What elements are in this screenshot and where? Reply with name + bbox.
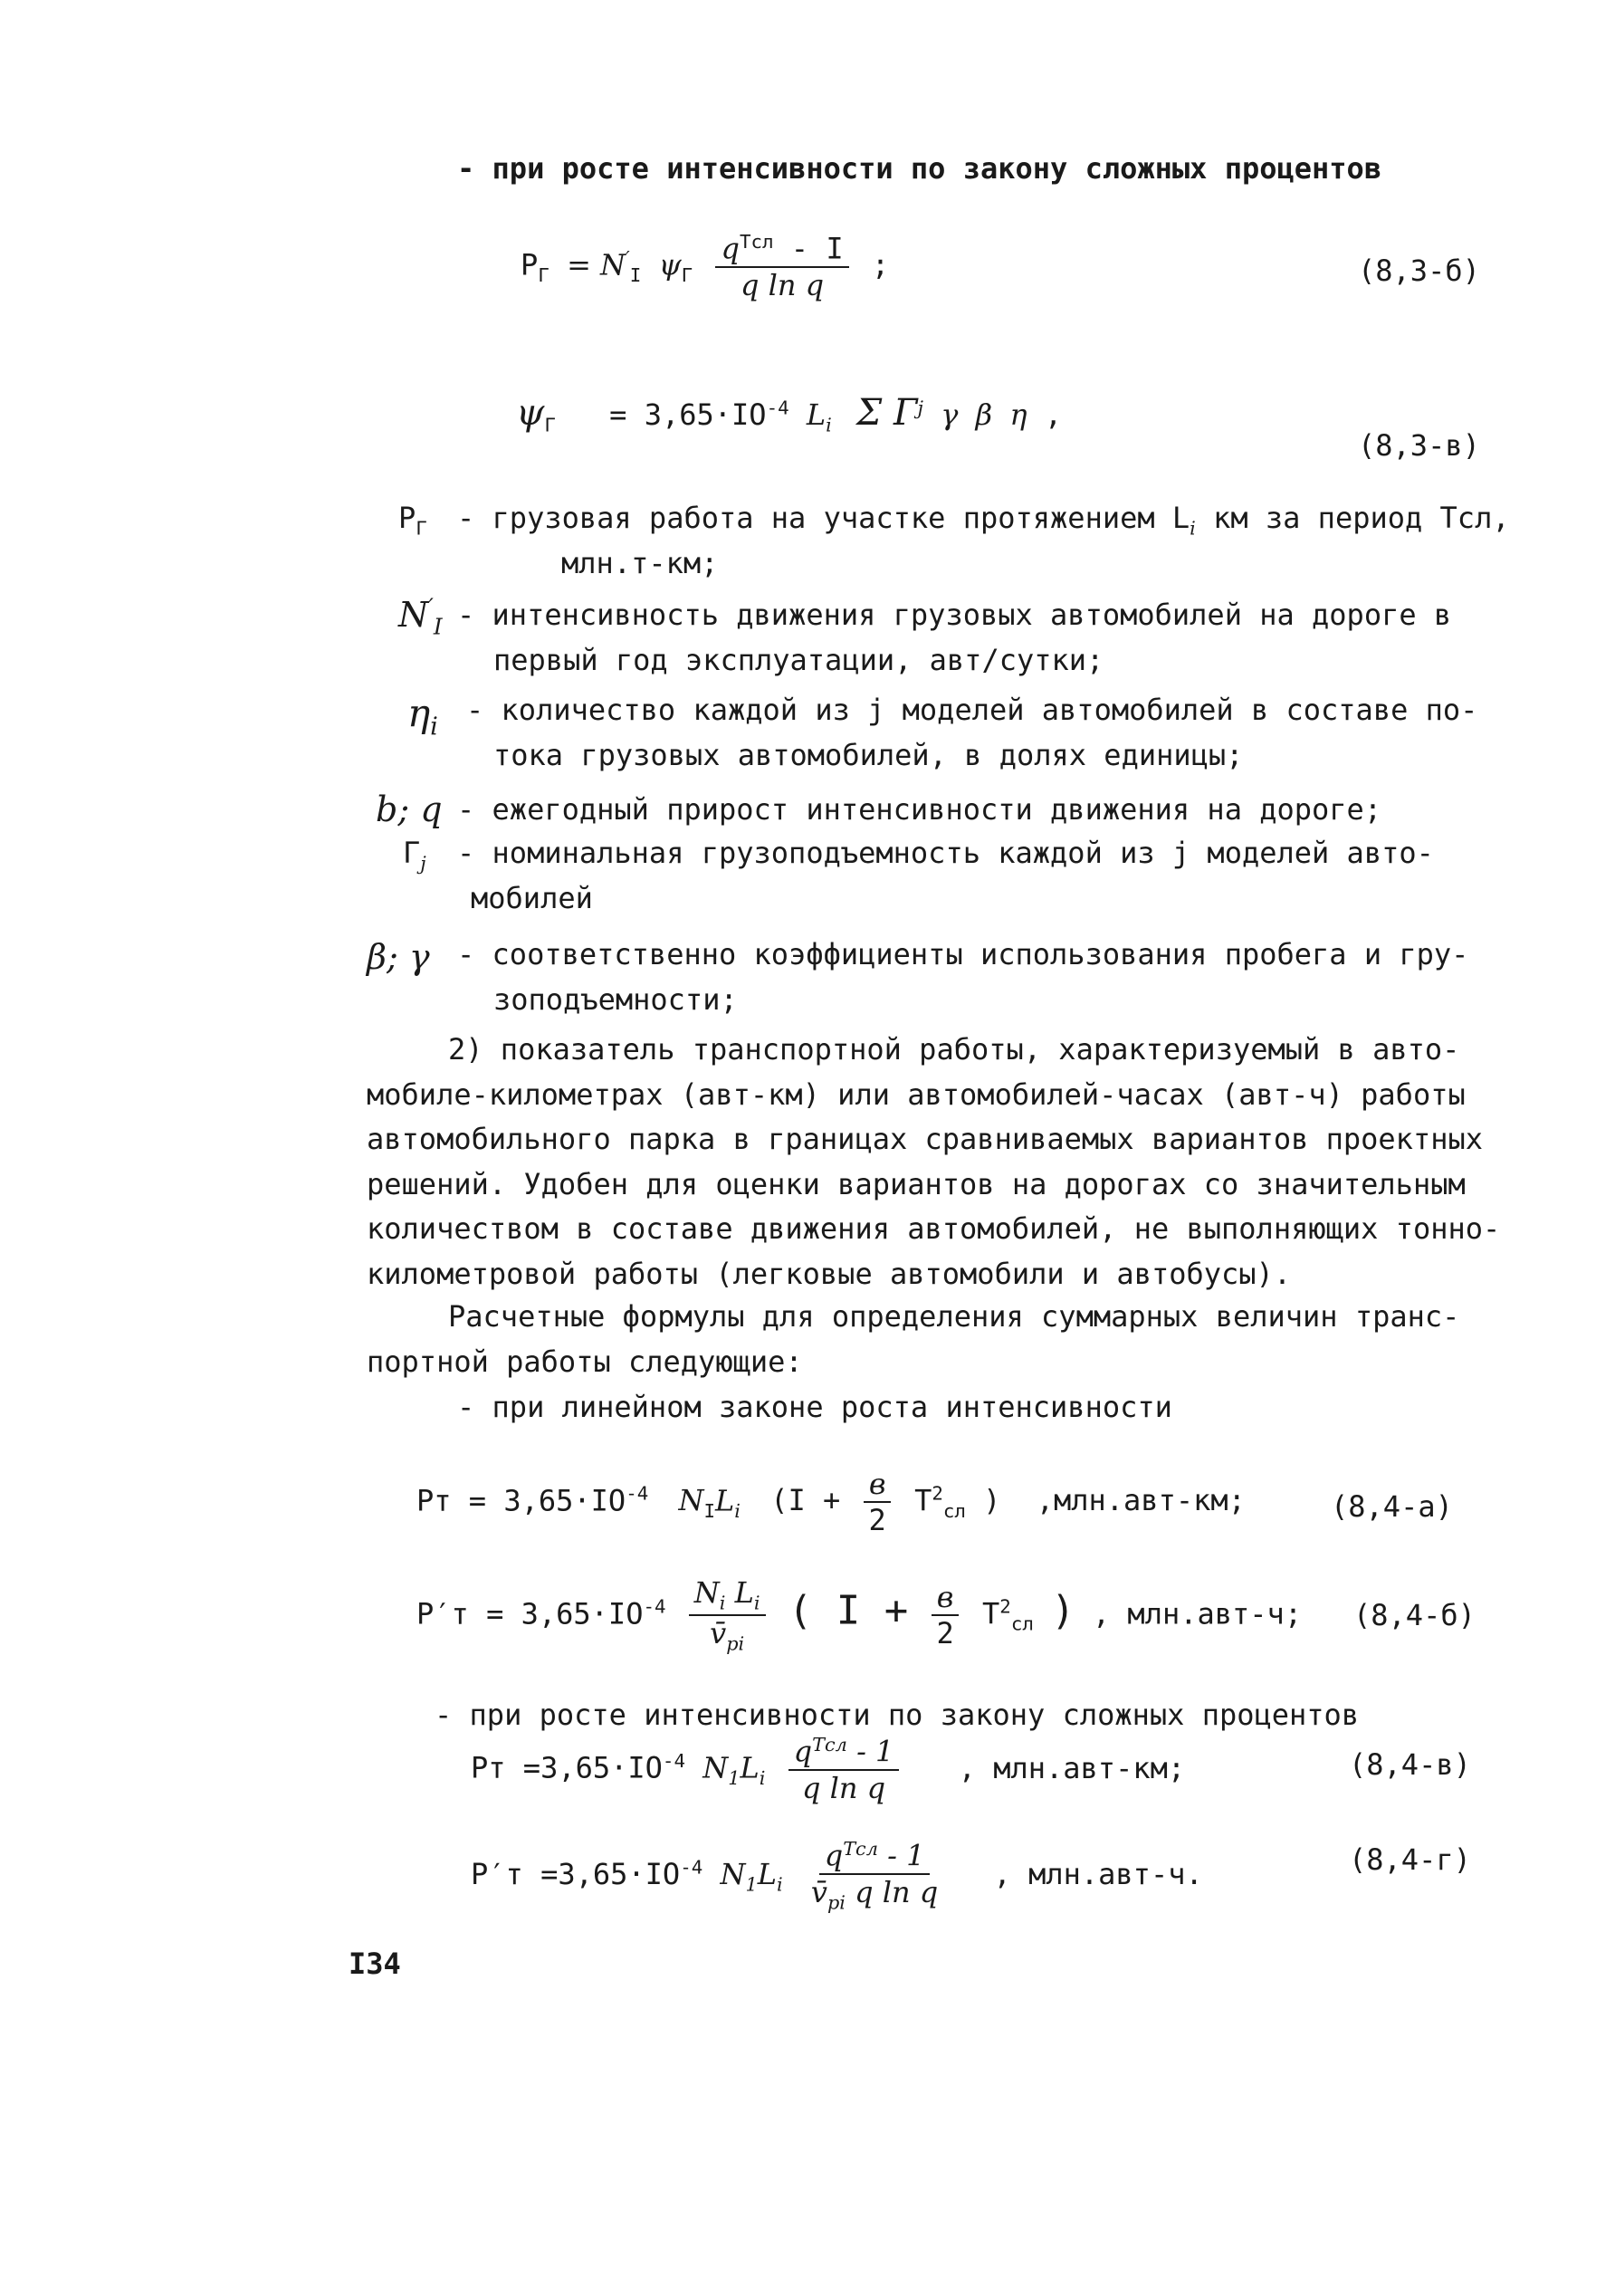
- definition-line: зоподъемности;: [493, 982, 738, 1017]
- fraction-numerator: N: [693, 1575, 720, 1610]
- eq-subscript: сл: [1010, 1612, 1034, 1635]
- eq-symbol: γ: [941, 397, 959, 432]
- eq-symbol: ψ: [658, 247, 682, 282]
- eq-symbol: = N: [567, 247, 626, 282]
- definition-line-tail: км за период Тсл,: [1195, 501, 1510, 535]
- eq-punctuation: ,: [1044, 397, 1063, 432]
- eq-superscript: j: [917, 397, 923, 419]
- eq-symbol: Рт: [416, 1483, 452, 1518]
- definition-term: β; γ: [367, 937, 430, 977]
- definition-line: - количество каждой из j моделей автомобилей в составе по-: [466, 693, 1478, 727]
- definition-term: [398, 588, 443, 645]
- eq-subscript: i: [719, 1592, 726, 1614]
- eq-subscript: i: [1190, 517, 1196, 540]
- eq-subscript: сл: [942, 1499, 966, 1522]
- eq-subscript: pi: [726, 1632, 745, 1655]
- section-header: - при росте интенсивности по закону сложных процентов: [457, 151, 1382, 186]
- eq-symbol: Р′т: [416, 1596, 469, 1631]
- eq-superscript: Тсл: [739, 231, 774, 253]
- definition-line: - номинальная грузоподъемность каждой из j моделей авто-: [457, 836, 1434, 870]
- eq-symbol: N: [702, 1750, 729, 1785]
- eq-superscript: 2: [999, 1595, 1011, 1618]
- fraction-denominator: 2: [936, 1616, 954, 1651]
- eq-fraction: [806, 1838, 943, 1914]
- equation-number: (8,3-в): [1358, 428, 1480, 463]
- fraction-denominator: v̄: [710, 1616, 727, 1651]
- fraction-numerator: q: [824, 1838, 844, 1873]
- equation-8-4-g: [471, 1838, 1203, 1914]
- eq-symbol: L: [806, 397, 827, 432]
- eq-prime: ′: [626, 247, 630, 270]
- eq-subscript: i: [734, 1499, 741, 1522]
- eq-constant: =3,65·IO: [522, 1750, 663, 1785]
- term-subscript: I: [433, 613, 443, 640]
- term-symbol: N: [398, 595, 429, 635]
- eq-fraction: [715, 231, 848, 302]
- definition-text: [457, 496, 1510, 543]
- eq-superscript: -4: [626, 1482, 649, 1505]
- eq-symbol: L: [740, 1750, 760, 1785]
- eq-subscript: I: [629, 264, 642, 287]
- eq-symbol: N: [678, 1483, 704, 1518]
- eq-subscript: i: [826, 414, 832, 436]
- definition-line: мобилей: [471, 881, 593, 915]
- definition-term: b; q: [376, 789, 443, 829]
- eq-subscript: i: [759, 1767, 766, 1790]
- eq-units: , млн.авт-ч;: [1092, 1596, 1303, 1631]
- equation-8-4-b: [416, 1575, 1302, 1656]
- equation-8-4-a: [416, 1467, 1246, 1538]
- paragraph-line: портной работы следующие:: [367, 1344, 803, 1379]
- equation-number: (8,4-г): [1349, 1842, 1471, 1877]
- paragraph-line: Расчетные формулы для определения суммарных величин транс-: [448, 1299, 1460, 1334]
- definition-line: - грузовая работа на участке протяжением L: [457, 501, 1190, 535]
- eq-subscript: Г: [681, 264, 693, 287]
- eq-subscript: 1: [745, 1873, 758, 1896]
- fraction-numerator-tail: - I: [773, 231, 844, 266]
- paragraph-line: автомобильного парка в границах сравниваемых вариантов проектных: [367, 1122, 1483, 1157]
- eq-superscript: -4: [680, 1856, 703, 1879]
- definition-term: [398, 496, 427, 543]
- paragraph-line: количеством в составе движения автомобилей, не выполняющих тонно-: [367, 1211, 1501, 1247]
- definition-line: первый год эксплуатации, авт/сутки;: [493, 643, 1104, 677]
- fraction-numerator: q: [721, 231, 740, 266]
- eq-constant: = 3,65·IO: [468, 1483, 626, 1518]
- eq-paren: ( I +: [788, 1587, 909, 1634]
- eq-symbol: β: [975, 397, 993, 432]
- eq-superscript: 2: [932, 1482, 943, 1505]
- equation-number: (8,4-в): [1349, 1747, 1471, 1782]
- fraction-denominator: q ln q: [740, 268, 825, 303]
- eq-superscript: -4: [766, 397, 789, 419]
- equation-number: (8,4-а): [1331, 1489, 1453, 1524]
- fraction-denominator: 2: [868, 1503, 886, 1538]
- eq-fraction: [864, 1467, 892, 1538]
- definition-term: [403, 831, 426, 878]
- fraction-denominator-tail: q ln q: [845, 1875, 939, 1910]
- eq-superscript: Тсл: [812, 1734, 847, 1755]
- eq-subscript: pi: [827, 1891, 846, 1914]
- fraction-numerator-tail: - 1: [877, 1838, 925, 1873]
- term-symbol: P: [398, 501, 416, 535]
- eq-fraction: [689, 1575, 766, 1656]
- equation-8-3-v: [516, 385, 1062, 441]
- eq-paren: (I +: [770, 1483, 841, 1518]
- page-number: I34: [349, 1947, 401, 1981]
- paragraph-line: мобиле-километрах (авт-км) или автомобилей-часах (авт-ч) работы: [367, 1076, 1466, 1112]
- definition-line: млн.т-км;: [561, 546, 719, 580]
- definition-line: - соответственно коэффициенты использования пробега и гру-: [457, 937, 1469, 971]
- eq-constant: = 3,65·IO: [486, 1596, 644, 1631]
- paragraph-line: 2) показатель транспортной работы, характеризуемый в авто-: [448, 1032, 1460, 1067]
- term-subscript: Г: [416, 517, 427, 540]
- eq-subscript: Г: [544, 414, 556, 436]
- fraction-numerator: в: [864, 1467, 892, 1503]
- eq-symbol: P: [521, 247, 539, 282]
- fraction-numerator-tail: - 1: [846, 1734, 894, 1769]
- eq-superscript: -4: [662, 1750, 685, 1773]
- eq-symbol: Р′т: [471, 1857, 523, 1892]
- term-prime: ′: [428, 593, 434, 620]
- eq-units: , млн.авт-ч.: [993, 1857, 1203, 1892]
- term-subscript: j: [420, 852, 426, 875]
- equation-8-3-b: [521, 231, 889, 302]
- eq-paren: ): [1051, 1587, 1075, 1634]
- eq-symbol: L: [757, 1857, 777, 1892]
- eq-subscript: 1: [728, 1767, 741, 1790]
- eq-paren: ): [983, 1483, 1001, 1518]
- fraction-denominator: v̄: [810, 1875, 827, 1910]
- fraction-numerator: в: [932, 1580, 960, 1616]
- fraction-numerator: q: [793, 1734, 813, 1769]
- definition-line: - интенсивность движения грузовых автомобилей на дороге в: [457, 598, 1452, 632]
- eq-symbol: Т: [982, 1596, 1000, 1631]
- equation-number: (8,4-б): [1353, 1598, 1476, 1632]
- eq-superscript: -4: [643, 1595, 666, 1618]
- term-symbol: Г: [403, 836, 421, 870]
- definition-term: [407, 684, 438, 747]
- definition-line: тока грузовых автомобилей, в долях единицы;: [493, 738, 1244, 772]
- paragraph: [367, 1028, 1501, 1297]
- fraction-denominator: q ln q: [801, 1771, 886, 1806]
- sum-symbol: Σ Г: [856, 392, 918, 434]
- eq-subscript: i: [776, 1873, 783, 1896]
- eq-symbol: L: [715, 1483, 735, 1518]
- section-header: - при линейном законе роста интенсивности: [457, 1390, 1172, 1424]
- eq-symbol: Рт: [471, 1750, 506, 1785]
- eq-superscript: Тсл: [843, 1838, 878, 1860]
- equation-8-4-v: [471, 1734, 1185, 1805]
- eq-symbol: L: [734, 1575, 754, 1610]
- eq-symbol: Т: [914, 1483, 932, 1518]
- eq-fraction: [931, 1580, 959, 1651]
- eq-symbol: ψ: [516, 392, 545, 434]
- eq-fraction: [788, 1734, 900, 1805]
- paragraph-line: решений. Удобен для оценки вариантов на дорогах со значительным: [367, 1166, 1466, 1201]
- eq-units: , млн.авт-км;: [958, 1750, 1186, 1785]
- definition-line: - ежегодный прирост интенсивности движения на дороге;: [457, 792, 1382, 827]
- eq-symbol: N: [720, 1857, 746, 1892]
- eq-subscript: i: [753, 1592, 760, 1614]
- eq-constant: =3,65·IO: [540, 1857, 681, 1892]
- eq-constant: = 3,65·IO: [609, 397, 767, 432]
- eq-units: ,млн.авт-км;: [1036, 1483, 1246, 1518]
- term-subscript: i: [430, 713, 438, 741]
- eq-symbol: η: [1009, 397, 1027, 432]
- section-header: - при росте интенсивности по закону сложных процентов: [435, 1698, 1360, 1732]
- paragraph-line: километровой работы (легковые автомобили и автобусы).: [367, 1256, 1292, 1291]
- eq-subscript: Г: [538, 264, 549, 287]
- eq-subscript: I: [703, 1499, 716, 1522]
- eq-punctuation: ;: [871, 247, 890, 282]
- term-symbol: η: [407, 691, 431, 735]
- paragraph: [367, 1295, 1460, 1384]
- equation-number: (8,3-б): [1358, 254, 1480, 288]
